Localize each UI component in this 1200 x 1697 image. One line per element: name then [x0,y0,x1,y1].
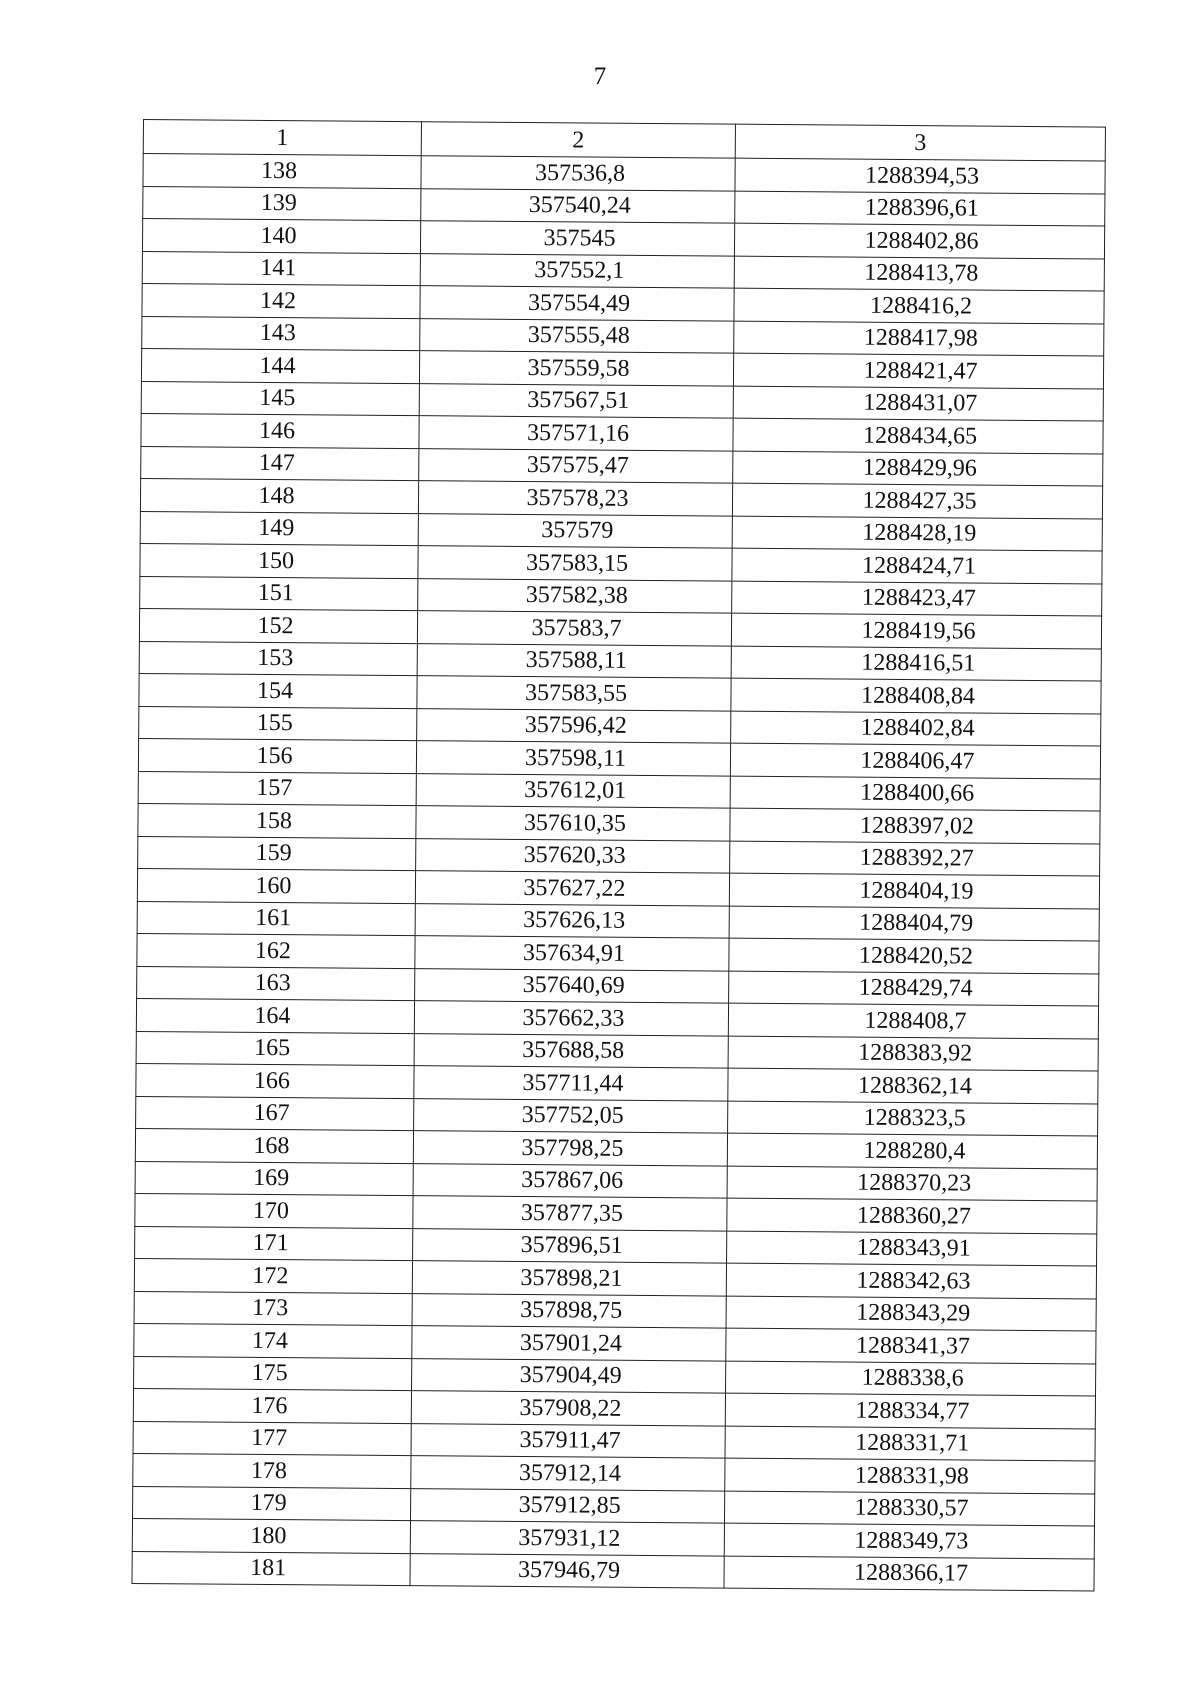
x-coordinate-cell: 357662,33 [414,1001,728,1036]
point-number-cell: 165 [136,1031,414,1066]
x-coordinate-cell: 357583,15 [418,546,732,581]
y-coordinate-cell: 1288429,96 [733,451,1103,486]
point-number-cell: 173 [134,1291,412,1326]
point-number-cell: 141 [142,251,420,286]
point-number-cell: 140 [142,219,420,254]
y-coordinate-cell: 1288416,51 [731,646,1101,681]
column-header-1: 1 [143,120,421,156]
point-number-cell: 177 [133,1421,411,1456]
point-number-cell: 146 [141,413,419,448]
table-body [132,154,1105,1592]
y-coordinate-cell: 1288406,47 [730,743,1100,778]
point-number-cell: 144 [141,348,419,383]
point-number-cell: 174 [134,1323,412,1358]
y-coordinate-cell: 1288421,47 [733,353,1103,388]
column-header-3: 3 [735,124,1105,161]
point-number-cell: 153 [139,641,417,676]
x-coordinate-cell: 357540,24 [421,188,735,223]
x-coordinate-cell: 357579 [418,513,732,548]
y-coordinate-cell: 1288413,78 [734,256,1104,291]
y-coordinate-cell: 1288434,65 [733,418,1103,453]
y-coordinate-cell: 1288428,19 [732,516,1102,551]
point-number-cell: 172 [134,1258,412,1293]
point-number-cell: 154 [139,673,417,708]
y-coordinate-cell: 1288404,79 [729,906,1099,941]
x-coordinate-cell: 357711,44 [414,1066,728,1101]
x-coordinate-cell: 357567,51 [419,383,733,418]
y-coordinate-cell: 1288362,14 [728,1068,1098,1103]
x-coordinate-cell: 357688,58 [414,1033,728,1068]
y-coordinate-cell: 1288341,37 [726,1328,1096,1363]
y-coordinate-cell: 1288420,52 [729,938,1099,973]
x-coordinate-cell: 357552,1 [420,253,734,288]
point-number-cell: 152 [139,608,417,643]
point-number-cell: 166 [136,1063,414,1098]
x-coordinate-cell: 357578,23 [418,481,732,516]
x-coordinate-cell: 357588,11 [417,643,731,678]
table-row [132,1551,1094,1591]
y-coordinate-cell: 1288408,7 [728,1003,1098,1038]
y-coordinate-cell: 1288419,56 [731,613,1101,648]
point-number-cell: 161 [137,901,415,936]
x-coordinate-cell: 357798,25 [413,1131,727,1166]
x-coordinate-cell: 357898,75 [412,1293,726,1328]
point-number-cell: 160 [137,868,415,903]
point-number-cell: 149 [140,511,418,546]
coordinates-table [131,119,1105,1592]
y-coordinate-cell: 1288343,91 [727,1231,1097,1266]
point-number-cell: 163 [137,966,415,1001]
point-number-cell: 142 [142,283,420,318]
y-coordinate-cell: 1288370,23 [727,1166,1097,1201]
x-coordinate-cell: 357904,49 [412,1358,726,1393]
x-coordinate-cell: 357536,8 [421,156,735,191]
x-coordinate-cell: 357545 [420,221,734,256]
x-coordinate-cell: 357627,22 [415,871,729,906]
point-number-cell: 168 [135,1128,413,1163]
x-coordinate-cell: 357911,47 [411,1423,725,1458]
point-number-cell: 150 [140,543,418,578]
y-coordinate-cell: 1288338,6 [726,1361,1096,1396]
x-coordinate-cell: 357877,35 [413,1196,727,1231]
x-coordinate-cell: 357620,33 [416,838,730,873]
x-coordinate-cell: 357626,13 [415,903,729,938]
x-coordinate-cell: 357898,21 [412,1261,726,1296]
x-coordinate-cell: 357583,7 [417,611,731,646]
x-coordinate-cell: 357554,49 [420,286,734,321]
page-number: 7 [593,63,607,90]
point-number-cell: 151 [140,576,418,611]
point-number-cell: 170 [135,1193,413,1228]
y-coordinate-cell: 1288366,17 [724,1556,1094,1591]
point-number-cell: 178 [133,1453,411,1488]
point-number-cell: 162 [137,933,415,968]
point-number-cell: 179 [133,1486,411,1521]
y-coordinate-cell: 1288342,63 [726,1263,1096,1298]
point-number-cell: 155 [139,706,417,741]
x-coordinate-cell: 357610,35 [416,806,730,841]
x-coordinate-cell: 357752,05 [414,1098,728,1133]
x-coordinate-cell: 357931,12 [410,1521,724,1556]
point-number-cell: 158 [138,803,416,838]
x-coordinate-cell: 357555,48 [420,318,734,353]
point-number-cell: 156 [138,738,416,773]
x-coordinate-cell: 357583,55 [417,676,731,711]
x-coordinate-cell: 357912,14 [411,1456,725,1491]
x-coordinate-cell: 357896,51 [413,1228,727,1263]
x-coordinate-cell: 357640,69 [415,968,729,1003]
x-coordinate-cell: 357612,01 [416,773,730,808]
x-coordinate-cell: 357575,47 [419,448,733,483]
y-coordinate-cell: 1288400,66 [730,776,1100,811]
x-coordinate-cell: 357598,11 [416,741,730,776]
point-number-cell: 157 [138,771,416,806]
y-coordinate-cell: 1288280,4 [727,1133,1097,1168]
point-number-cell: 145 [141,381,419,416]
y-coordinate-cell: 1288331,98 [725,1458,1095,1493]
y-coordinate-cell: 1288396,61 [735,191,1105,226]
point-number-cell: 181 [132,1551,410,1586]
y-coordinate-cell: 1288431,07 [733,386,1103,421]
point-number-cell: 180 [132,1518,410,1553]
y-coordinate-cell: 1288360,27 [727,1198,1097,1233]
y-coordinate-cell: 1288330,57 [724,1491,1094,1526]
y-coordinate-cell: 1288416,2 [734,288,1104,323]
y-coordinate-cell: 1288429,74 [729,971,1099,1006]
y-coordinate-cell: 1288323,5 [728,1101,1098,1136]
y-coordinate-cell: 1288402,84 [731,711,1101,746]
x-coordinate-cell: 357901,24 [412,1326,726,1361]
point-number-cell: 175 [134,1356,412,1391]
y-coordinate-cell: 1288417,98 [734,321,1104,356]
x-coordinate-cell: 357571,16 [419,416,733,451]
x-coordinate-cell: 357908,22 [411,1391,725,1426]
x-coordinate-cell: 357634,91 [415,936,729,971]
point-number-cell: 164 [136,998,414,1033]
y-coordinate-cell: 1288343,29 [726,1296,1096,1331]
y-coordinate-cell: 1288331,71 [725,1426,1095,1461]
point-number-cell: 169 [135,1161,413,1196]
x-coordinate-cell: 357596,42 [417,708,731,743]
x-coordinate-cell: 357559,58 [419,351,733,386]
x-coordinate-cell: 357582,38 [418,578,732,613]
point-number-cell: 138 [143,154,421,189]
y-coordinate-cell: 1288427,35 [732,483,1102,518]
y-coordinate-cell: 1288394,53 [735,158,1105,193]
y-coordinate-cell: 1288392,27 [730,841,1100,876]
y-coordinate-cell: 1288397,02 [730,808,1100,843]
x-coordinate-cell: 357912,85 [410,1488,724,1523]
point-number-cell: 167 [136,1096,414,1131]
x-coordinate-cell: 357946,79 [410,1553,724,1588]
y-coordinate-cell: 1288402,86 [734,223,1104,258]
point-number-cell: 139 [143,186,421,221]
point-number-cell: 159 [138,836,416,871]
y-coordinate-cell: 1288383,92 [728,1036,1098,1071]
y-coordinate-cell: 1288408,84 [731,678,1101,713]
point-number-cell: 143 [142,316,420,351]
y-coordinate-cell: 1288334,77 [725,1393,1095,1428]
point-number-cell: 176 [133,1388,411,1423]
y-coordinate-cell: 1288424,71 [732,548,1102,583]
point-number-cell: 148 [140,478,418,513]
point-number-cell: 171 [135,1226,413,1261]
x-coordinate-cell: 357867,06 [413,1163,727,1198]
column-header-2: 2 [421,122,735,158]
point-number-cell: 147 [141,446,419,481]
y-coordinate-cell: 1288423,47 [732,581,1102,616]
y-coordinate-cell: 1288349,73 [724,1523,1094,1558]
y-coordinate-cell: 1288404,19 [729,873,1099,908]
